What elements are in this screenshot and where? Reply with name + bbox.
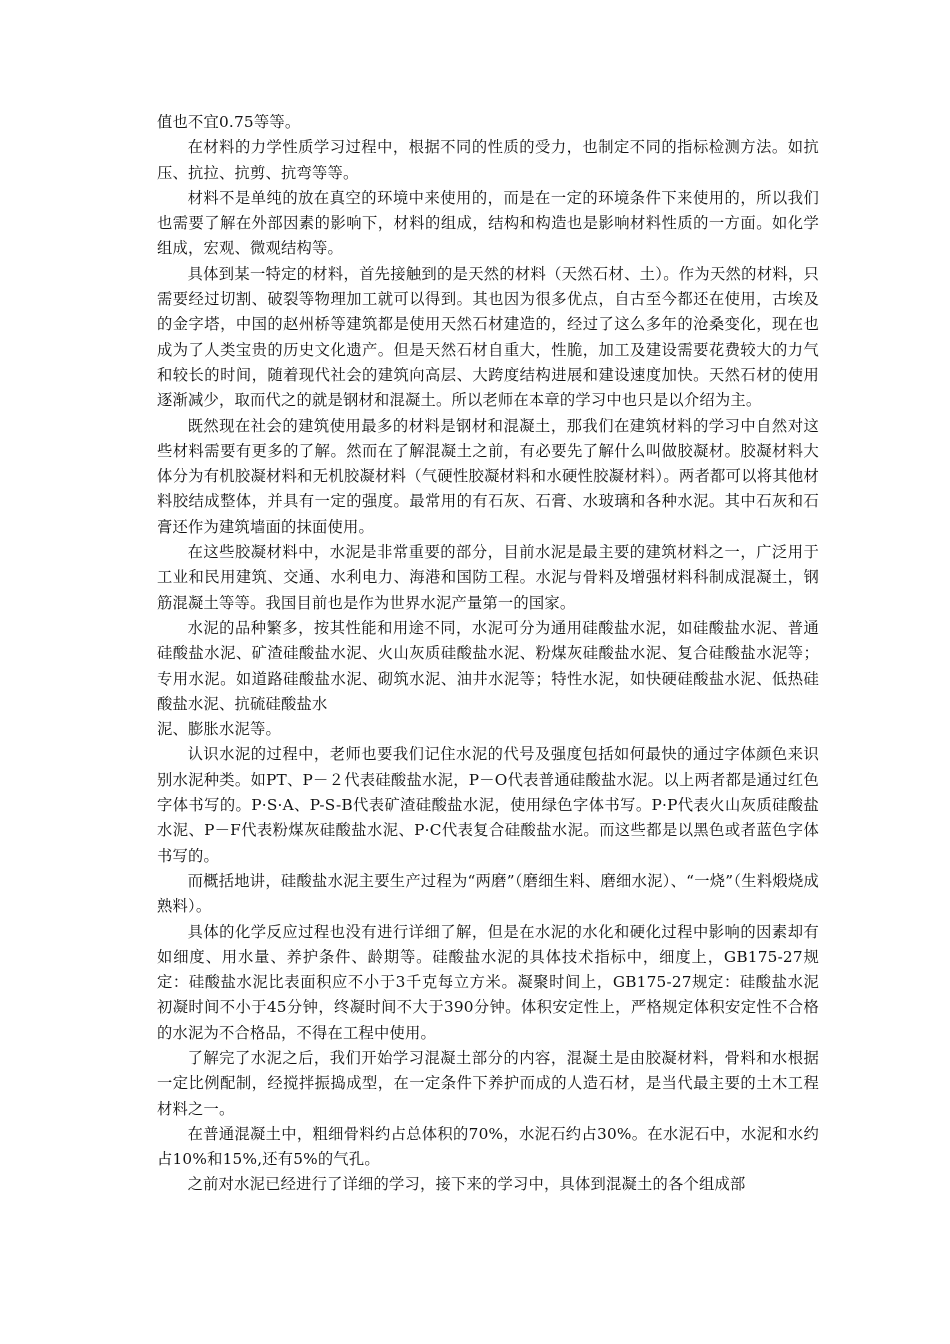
document-page: [157, 110, 819, 1198]
paragraph: 水泥的品种繁多，按其性能和用途不同，水泥可分为通用硅酸盐水泥，如硅酸盐水泥、普通硅酸盐水泥、矿渣硅酸盐水泥、火山灰质硅酸盐水泥、粉煤灰硅酸盐水泥、复合硅酸盐水泥等；专用水泥。如道路硅酸盐水泥、砌筑水泥、油井水泥等；特性水泥，如快硬硅酸盐水泥、低热硅酸盐水泥、抗硫硅酸盐水: [157, 618, 819, 713]
paragraph: 认识水泥的过程中，老师也要我们记住水泥的代号及强度包括如何最快的通过字体颜色来识别水泥种类。如PT、P－２代表硅酸盐水泥，P－O代表普通硅酸盐水泥。以上两者都是通过红色字体书写的。P·S·A、P-S-B代表矿渣硅酸盐水泥，使用绿色字体书写。P·P代表火山灰质硅酸盐水泥、P－F代表粉煤灰硅酸盐水泥、P·C代表复合硅酸盐水泥。而这些都是以黑色或者蓝色字体书写的。: [157, 745, 819, 865]
paragraph: 之前对水泥已经进行了详细的学习，接下来的学习中，具体到混凝土的各个组成部: [187, 1175, 746, 1194]
paragraph: 在这些胶凝材料中，水泥是非常重要的部分，目前水泥是最主要的建筑材料之一，广泛用于工业和民用建筑、交通、水利电力、海港和国防工程。水泥与骨料及增强材料科制成混凝土，钢筋混凝土等等。我国目前也是作为世界水泥产量第一的国家。: [157, 543, 819, 612]
paragraph: 既然现在社会的建筑使用最多的材料是钢材和混凝土，那我们在建筑材料的学习中自然对这些材料需要有更多的了解。然而在了解混凝土之前，有必要先了解什么叫做胶凝材。胶凝材料大体分为有机胶凝材料和无机胶凝材料（气硬性胶凝材料和水硬性胶凝材料）。两者都可以将其他材料胶结成整体，并具有一定的强度。最常用的有石灰、石膏、水玻璃和各种水泥。其中石灰和石膏还作为建筑墙面的抹面使用。: [157, 416, 819, 536]
paragraph: 材料不是单纯的放在真空的环境中来使用的，而是在一定的环境条件下来使用的，所以我们也需要了解在外部因素的影响下，材料的组成，结构和构造也是影响材料性质的一方面。如化学组成，宏观、微观结构等。: [157, 188, 819, 258]
paragraph: 在普通混凝土中，粗细骨料约占总体积的70%，水泥石约占30%。在水泥石中，水泥和水约占10%和15%,还有5%的气孔。: [157, 1124, 819, 1169]
paragraph: 在材料的力学性质学习过程中，根据不同的性质的受力，也制定不同的指标检测方法。如抗压、抗拉、抗剪、抗弯等等。: [157, 138, 819, 182]
paragraph: 而概括地讲，硅酸盐水泥主要生产过程为“两磨”（磨细生料、磨细水泥）、“一烧”（生料煅烧成熟料）。: [157, 871, 819, 916]
paragraph: 值也不宜0.75等等。: [157, 113, 301, 131]
paragraph: 具体到某一特定的材料，首先接触到的是天然的材料（天然石材、土）。作为天然的材料，只需要经过切割、破裂等物理加工就可以得到。其也因为很多优点，自古至今都还在使用，古埃及的金字塔，中国的赵州桥等建筑都是使用天然石材建造的，经过了这么多年的沧桑变化，现在也成为了人类宝贵的历史文化遗产。但是天然石材自重大，性脆，加工及建设需要花费较大的力气和较长的时间，随着现代社会的建筑向高层、大跨度结构进展和建设速度加快。天然石材的使用逐渐减少，取而代之的就是钢材和混凝土。所以老师在本章的学习中也只是以介绍为主。: [157, 264, 819, 410]
paragraph: 了解完了水泥之后，我们开始学习混凝土部分的内容，混凝土是由胶凝材料，骨料和水根据一定比例配制，经搅拌振捣成型，在一定条件下养护而成的人造石材，是当代最主要的土木工程材料之一。: [157, 1048, 819, 1118]
paragraph: 泥、膨胀水泥等。: [157, 720, 281, 739]
paragraph: 具体的化学反应过程也没有进行详细了解，但是在水泥的水化和硬化过程中影响的因素却有如细度、用水量、养护条件、龄期等。硅酸盐水泥的具体技术指标中，细度上，GB175-27规定：硅酸盐水泥比表面积应不小于3千克每立方米。凝聚时间上，GB175-27规定：硅酸盐水泥初凝时间不小于45分钟，终凝时间不大于390分钟。体积安定性上，严格规定体积安定性不合格的水泥为不合格品，不得在工程中使用。: [157, 922, 819, 1042]
